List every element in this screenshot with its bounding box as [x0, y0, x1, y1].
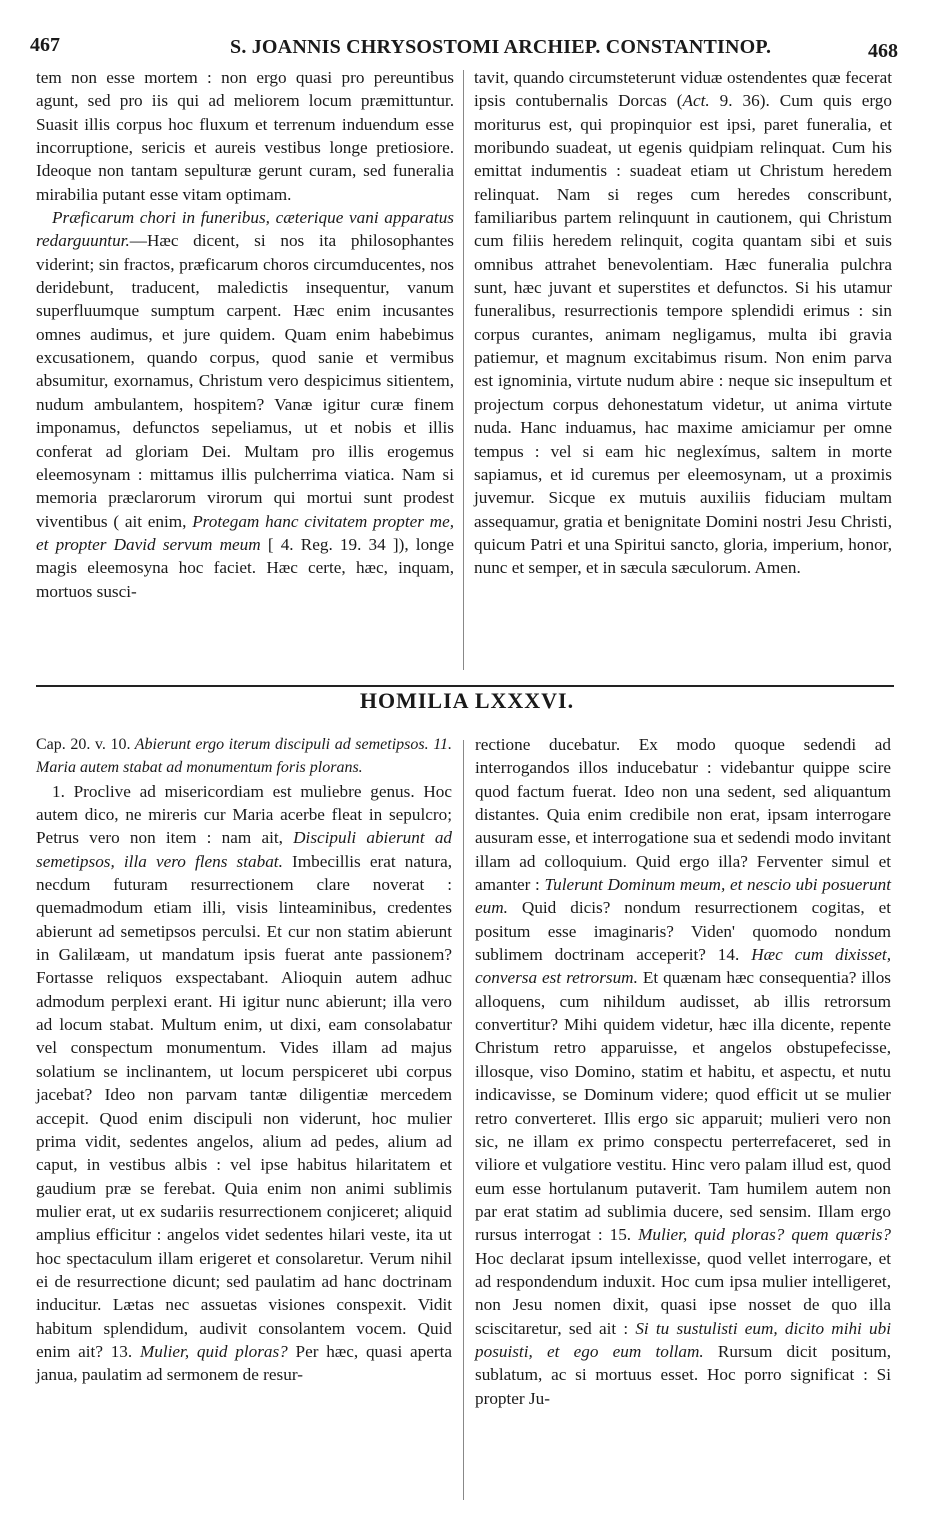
- column-divider-bottom: [463, 740, 464, 1500]
- paragraph-text: Per hæc, quasi aperta janua, paulatim ad sermonem de resur-: [36, 1341, 452, 1385]
- paragraph-text: rectione ducebatur. Ex modo quoque sedendi ad interrogandos illos inducebatur : videbantur quippe scire quod factum fuerat. Ideo non una sedent, sed aliquantum distantes. Quia enim credibile non erat, ipsam interrogare ausuram esse, et interrogatione sua et sedendi modo invitant illam ad colloquium. Quid ergo illa? Ferventer simul et amanter :: [475, 735, 891, 895]
- paragraph-text: [ 4. Reg. 19. 34 ]), longe magis eleemosyna hoc faciet. Hæc certe, hæc, inquam, mortuos susci-: [36, 534, 454, 601]
- scripture-reference: Act.: [682, 91, 710, 111]
- paragraph-text: 1. Proclive ad misericordiam est muliebre genus. Hoc autem dico, ne mireris cur Maria acerbe fleat in sepulcro; Petrus vero non item : nam ait,: [36, 781, 452, 848]
- scripture-quote: Mulier, quid ploras? quem quæris?: [638, 1225, 891, 1245]
- paragraph: [474, 66, 892, 580]
- paragraph-with-heading: [36, 206, 454, 603]
- paragraph-text: Imbecillis erat natura, necdum futuram resurrectionem clare noverat : quemadmodum etiam illi, visis linteaminibus, credentes abierunt ad semetipsos perculsi. Et cur non statim abierunt in Galilæam, ut mandatum ipsis fuerat ante passionem? Fortasse reliquos exspectabant. Alioquin autem adhuc admodum perplexi erant. Hi igitur nunc abierunt; illa vero ad locum stabat. Multum enim, ut dixi, eam consolabatur vel conspectum monumentum. Vides illam ad majus solatium se inclinantem, ut locum perspiceret ubi corpus jacebat? Ideo non parvam tantæ diligentiæ mercedem accepit. Quod enim discipuli non viderunt, hoc mulier prima vidit, sedentes angelos, alium ad pedes, alium ad caput, in vestibus albis : vel ipse habitus hilaritatem et gaudium præ se ferebat. Quia enim non animi sublimis mulier erat, ut ex sudariis resurrectionem conjiceret; aliquid amplius efficitur : angelos videt sedentes hilari veste, ita ut hoc spectaculum illam erigeret et consolaretur. Verum nihil ei de resurrectione dicunt; sed paulatim ad hanc doctrinam inducitur. Lætas nec assuetas visiones conspexit. Vidit habitum splendidum, audivit consolantem vocem. Quid enim ait? 13.: [36, 851, 453, 1361]
- paragraph: tem non esse mortem : non ergo quasi pro pereuntibus agunt, sed pro iis qui ad meliorem locum præmittuntur. Suasit illis corpus hoc fluxum et terrenum induendum esse incorruptione, sericis et aureis vestibus longe pretiosiore. Ideoque non tantam sepulturæ gerunt curam, sed funeralia mirabilia putant esse vitam optimam.: [36, 68, 454, 204]
- section-heading: Præficarum chori in funeribus, cæterique vani apparatus redarguuntur.: [36, 208, 454, 251]
- paragraph-text: 9. 36). Cum quis ergo moriturus est, qui propinquior est ipsi, paret funeralia, et moribundo suadeat, ut egenis quidpiam relinquat. Cum his emittat indumentis : suadeat etiam ut Christum heredem relinquat. Nam si reges cum heredes conscribunt, familiaribus partem relinquunt in cautionem, qui Christum cum filiis heredem relinquit, cogita quantam sibi et suis omnibus attrahet benevolentiam. Hæc funeralia pulchra sunt, hæc juvant et superstites et defunctos. Si his utamur funeralibus, resurrectionis tempore splendidi erimus : sin corpus curantes, animam negligamus, multa ibi gravia patiemur, et magnum excitabimus risum. Non enim parva est ignominia, virtute nudum abire : neque sic insepultum et projectum corpus dehonestatum videtur, ut anima virtute nuda. Hanc induamus, hac maxime amiciamur per omne tempus : vel si eam hic neglexímus, saltem in morte sapiamus, et id curemus per eleemosynam, ut a proximis juvemur. Sicque ex mutuis auxiliis fiduciam multam assequamur, gratia et benignitate Domini nostri Jesu Christi, quicum Patri et una Spiritui sancto, gloria, imperium, honor, nunc et semper, et in sæcula sæculorum. Amen.: [474, 91, 892, 578]
- chapter-verse-heading: [36, 733, 452, 780]
- paragraph-text: —Hæc dicent, si nos ita philosophantes viderint; sin fractos, præficarum choros circumducentes, nos deridebunt, traducent, maledictis insequentur, vanum superfluumque sumptum carpent. Hæc enim incusantes omnes audimus, et jure quidem. Quam enim habebimus excusationem, quando corpus, quod sanie et vermibus absumitur, exornamus, Christum vero despicimus sitientem, nudum ambulantem, hospitem? Vanæ igitur curæ finem imponamus, defunctos sepeliamus, ut et nobis et illis conferat ad gloriam Dei. Multam pro illis erogemus eleemosynam : mittamus illis pulcherrima viatica. Nam si memoria præclarorum virorum qui mortui sunt prodest viventibus ( ait enim,: [36, 231, 454, 531]
- paragraph-text: Hoc declarat ipsum intellexisse, quod vellet interrogare, et ad respondendum induxit. Hoc cum ipsa mulier intelligeret, non Jesu nomen dixit, quasi ipse nosset de quo illa sciscitaretur, sed ait :: [475, 1248, 891, 1338]
- paragraph: [36, 780, 452, 1387]
- scripture-quote: Hæc cum dixisset, conversa est retrorsum.: [475, 945, 891, 988]
- scripture-quote: Mulier, quid ploras?: [139, 1341, 288, 1361]
- bottom-left-column: [36, 733, 452, 1387]
- paragraph-text: Et quænam hæc consequentia? illos alloquens, cum nihildum audisset, ab illis retrorsum convertitur? Mihi quidem videtur, hæc illa dicente, repente Christum retro apparuisse, et angelos obstupefecisse, illosque, viso Domino, statim et habitu, et aspectu, et nutu indicavisse, se Dominum videre; quod efficit ut se mulier retro converteret. Illis ergo sic apparuit; mulieri vero non sic, ne illam ex primo conspectu perterrefaceret, sed in viliore et vulgatiore vestitu. Hinc vero palam illud est, quod eum esse hortulanum putaverit. Tam humilem autem non par erat statim ad sublimia ducere, sed sensim. Illam ergo rursus interrogat : 15.: [475, 968, 891, 1245]
- paragraph: [475, 733, 891, 1410]
- scripture-quote: Protegam hanc civitatem propter me, et propter David servum meum: [36, 511, 454, 554]
- top-left-column: [36, 66, 454, 603]
- top-right-column: [474, 66, 892, 580]
- paragraph-text: Rursum dicit positum, sublatum, ac si mortuus esset. Hoc porro significat : Si propter Ju-: [475, 1341, 891, 1408]
- homily-title: HOMILIA LXXXVI.: [359, 688, 575, 713]
- page-number-right: 468: [868, 40, 898, 62]
- running-title: S. JOANNIS CHRYSOSTOMI ARCHIEP. CONSTANTINOP.: [230, 36, 772, 58]
- homily-divider-rule: [36, 685, 894, 687]
- page-number-left: 467: [30, 34, 60, 56]
- scripture-quote: Si tu sustulisti eum, dicito mihi ubi posuisti, et ego eum tollam.: [475, 1318, 891, 1361]
- paragraph-text: tavit, quando circumsteterunt viduæ ostendentes quæ fecerat ipsis contubernalis Dorcas (: [474, 68, 892, 111]
- chapter-text: Abierunt ergo iterum discipuli ad semetipsos. 11. Maria autem stabat ad monumentum foris plorans.: [36, 736, 453, 777]
- running-header: [30, 34, 898, 64]
- paragraph-text: Quid dicis? nondum resurrectionem cogitas, et positum esse imaginaris? Viden' quomodo nondum sublimem doctrinam acceperit? 14.: [475, 898, 891, 965]
- bottom-right-column: [475, 733, 891, 1410]
- chapter-label: Cap. 20. v. 10.: [36, 736, 131, 753]
- scripture-quote: Tulerunt Dominum meum, et nescio ubi posuerunt eum.: [475, 875, 892, 918]
- column-divider-top: [463, 70, 464, 670]
- scripture-quote: Discipuli abierunt ad semetipsos, illa vero flens stabat.: [36, 828, 453, 871]
